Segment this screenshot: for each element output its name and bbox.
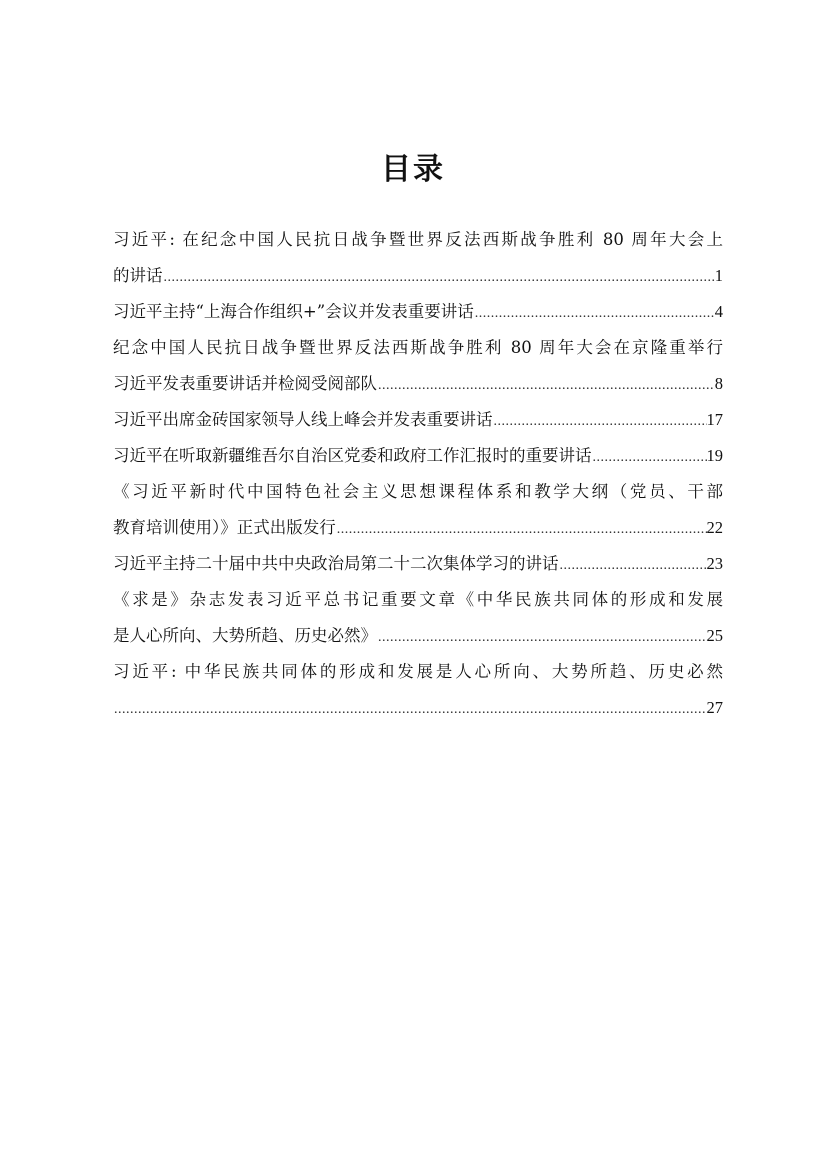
toc-entry-leader-line xyxy=(113,618,723,654)
page-number: 19 xyxy=(706,446,723,465)
toc-entry-3[interactable] xyxy=(113,330,723,402)
toc-entry-7[interactable] xyxy=(113,546,723,582)
toc-entry-leader-line xyxy=(113,438,723,474)
toc-entry-text-line: 《求是》杂志发表习近平总书记重要文章《中华民族共同体的形成和发展 xyxy=(113,590,723,609)
toc-entry-leader-line xyxy=(113,294,723,330)
toc-entry-5[interactable] xyxy=(113,438,723,474)
page-number: 23 xyxy=(706,554,723,573)
toc-entry-8[interactable] xyxy=(113,582,723,654)
dot-leader xyxy=(559,548,707,582)
toc-entry-text: 习近平发表重要讲话并检阅受阅部队 xyxy=(113,374,377,393)
page-title: 目录 xyxy=(381,152,445,187)
dot-leader xyxy=(377,368,715,402)
toc-entry-text-line: 习近平: 在纪念中国人民抗日战争暨世界反法西斯战争胜利 80 周年大会上 xyxy=(113,230,723,249)
toc-entry-1[interactable] xyxy=(113,222,723,294)
toc-entry-9[interactable] xyxy=(113,654,723,726)
page-number: 22 xyxy=(706,518,723,537)
toc-entry-leader-line xyxy=(113,366,723,402)
toc-entry-2[interactable] xyxy=(113,294,723,330)
page-number: 25 xyxy=(706,626,723,645)
toc-entry-text: 习近平主持“上海合作组织+”会议并发表重要讲话 xyxy=(113,302,474,321)
toc-entry-text: 是人心所向、大势所趋、历史必然》 xyxy=(113,626,377,645)
toc-entry-6[interactable] xyxy=(113,474,723,546)
toc-entry-text-line: 习近平: 中华民族共同体的形成和发展是人心所向、大势所趋、历史必然 xyxy=(113,662,723,681)
dot-leader xyxy=(493,404,707,438)
toc-entry-leader-line xyxy=(113,690,723,726)
toc-entry-leader-line xyxy=(113,510,723,546)
toc-entry-text: 教育培训使用）》正式出版发行 xyxy=(113,518,336,537)
toc-entry-text-line: 《习近平新时代中国特色社会主义思想课程体系和教学大纲（党员、干部 xyxy=(113,482,723,501)
toc-entry-4[interactable] xyxy=(113,402,723,438)
toc-entry-leader-line xyxy=(113,402,723,438)
page-number: 1 xyxy=(714,266,723,285)
toc-entry-text-line: 纪念中国人民抗日战争暨世界反法西斯战争胜利 80 周年大会在京隆重举行 xyxy=(113,338,723,357)
toc-entry-leader-line xyxy=(113,258,723,294)
toc-entry-text: 习近平出席金砖国家领导人线上峰会并发表重要讲话 xyxy=(113,410,493,429)
dot-leader xyxy=(592,440,707,474)
toc-entry-text: 习近平在听取新疆维吾尔自治区党委和政府工作汇报时的重要讲话 xyxy=(113,446,592,465)
page-number: 17 xyxy=(706,410,723,429)
dot-leader xyxy=(163,260,715,294)
toc-entry-text: 习近平主持二十届中共中央政治局第二十二次集体学习的讲话 xyxy=(113,554,559,573)
dot-leader xyxy=(474,296,715,330)
page-number: 8 xyxy=(714,374,723,393)
toc-entry-leader-line xyxy=(113,546,723,582)
page-number: 4 xyxy=(714,302,723,321)
page-number: 27 xyxy=(706,698,723,717)
table-of-contents xyxy=(113,222,723,726)
dot-leader xyxy=(113,692,707,726)
toc-entry-text: 的讲话 xyxy=(113,266,163,285)
dot-leader xyxy=(336,512,707,546)
dot-leader xyxy=(377,620,707,654)
